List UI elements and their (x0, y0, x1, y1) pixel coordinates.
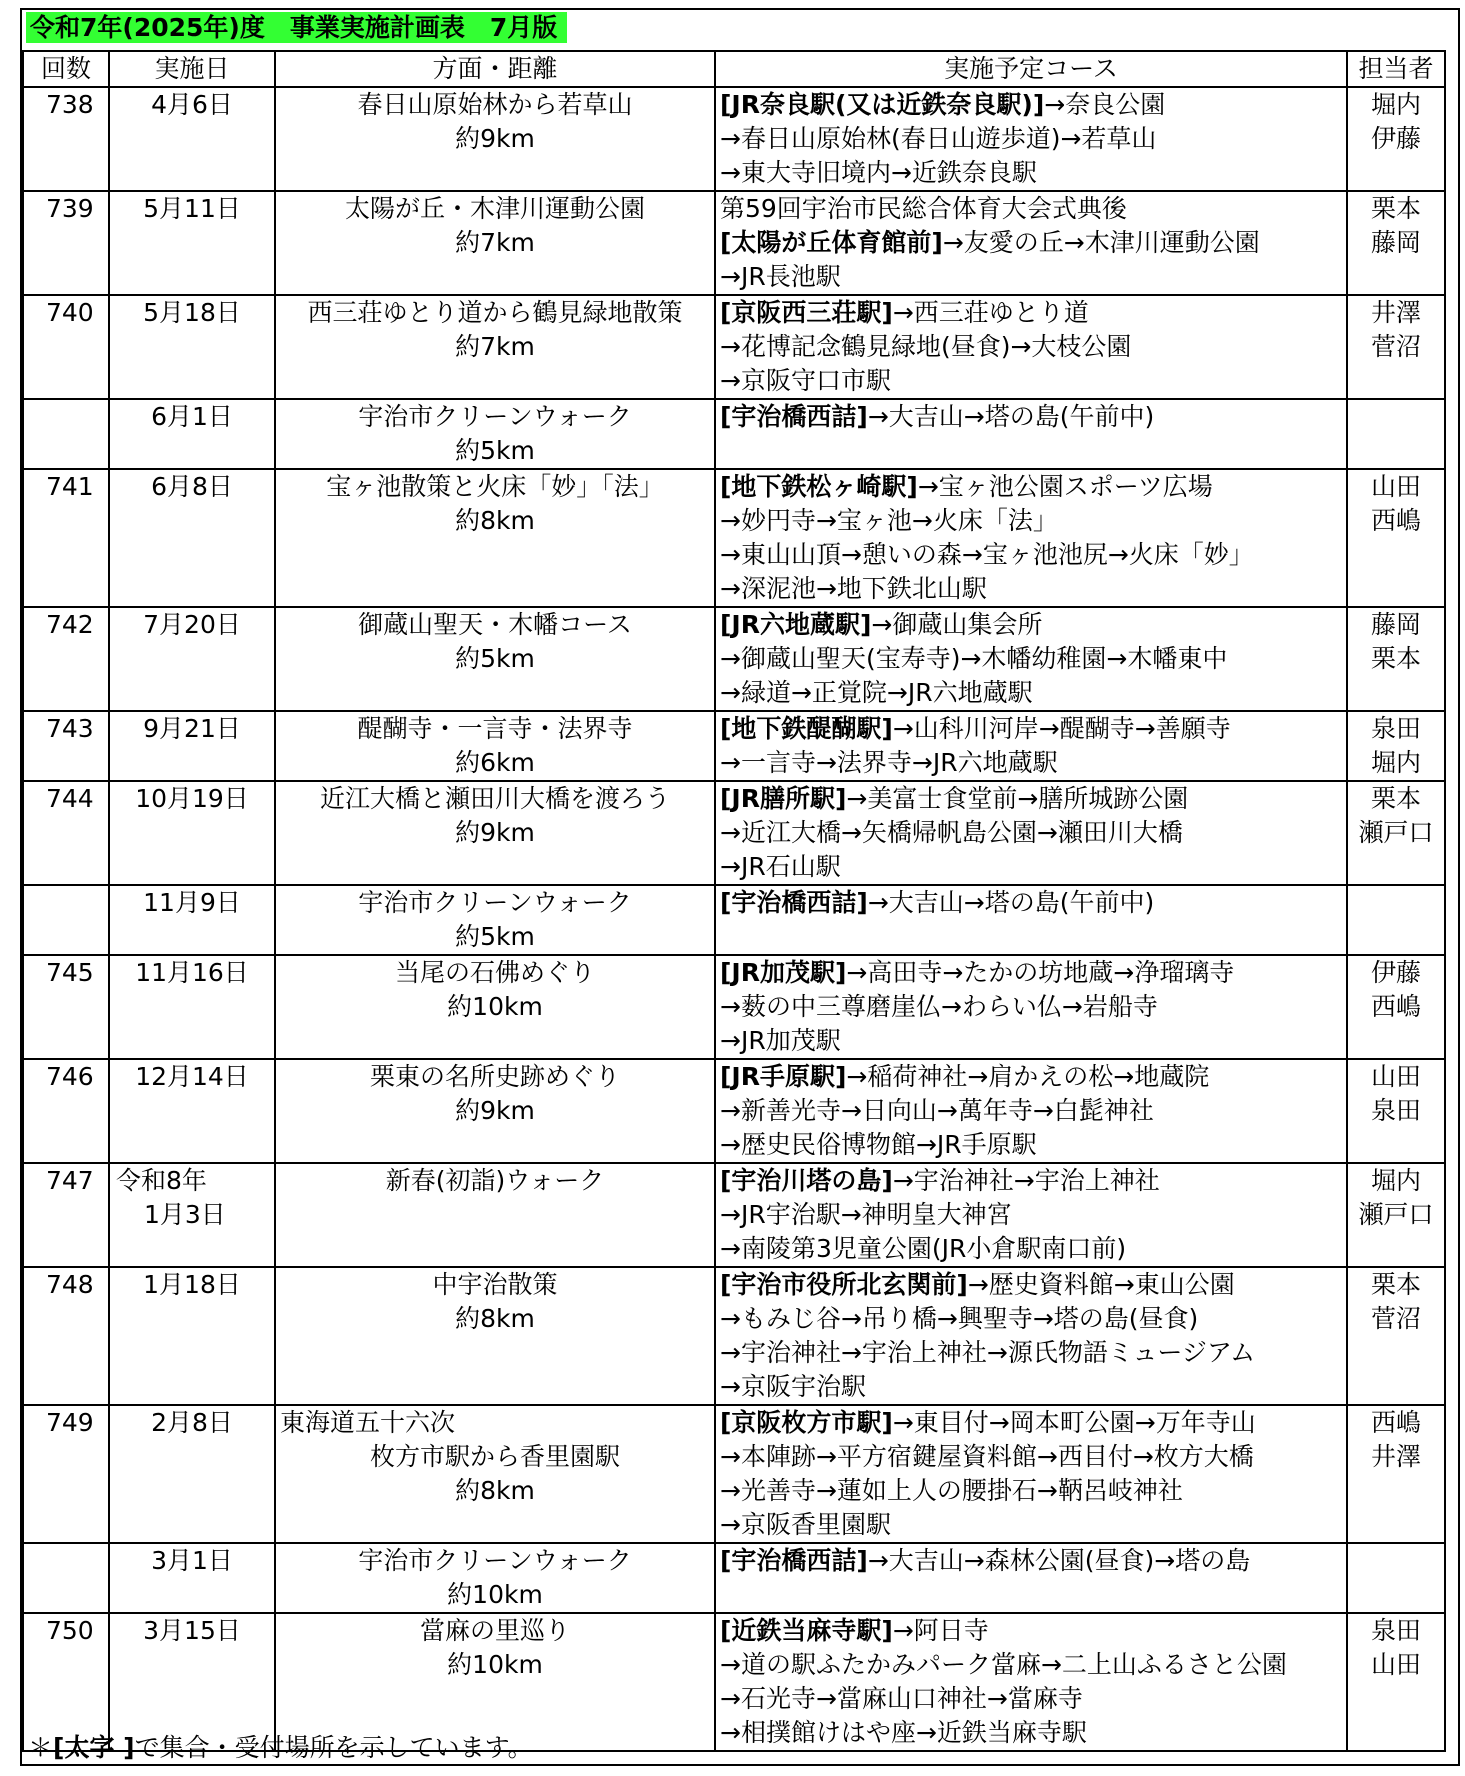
area-line: 約8km (455, 1476, 535, 1505)
course-line (720, 156, 1346, 190)
area-line: 東海道五十六次 (280, 1408, 456, 1437)
route-text: →歴史民俗博物館→JR手原駅 (720, 1130, 1037, 1159)
course-line (720, 88, 1346, 122)
route-text: →大吉山→森林公園(昼食)→塔の島 (867, 1546, 1251, 1575)
cell-num: 750 (23, 1613, 109, 1751)
course-line (720, 1164, 1346, 1198)
table-row (23, 955, 1445, 1059)
cell-num: 738 (23, 87, 109, 191)
cell-course (715, 1163, 1347, 1267)
cell-staff (1347, 87, 1445, 191)
route-text: →花博記念鶴見緑地(昼食)→大枝公園 (720, 332, 1132, 361)
meeting-point: [地下鉄松ヶ崎駅] (720, 472, 918, 501)
route-text: →東大寺旧境内→近鉄奈良駅 (720, 158, 1037, 187)
cell-course (715, 1059, 1347, 1163)
cell-date (109, 469, 275, 607)
header-cell-date: 実施日 (109, 51, 275, 87)
cell-area (275, 1405, 715, 1543)
cell-area (275, 781, 715, 885)
area-line: 太陽が丘・木津川運動公園 (344, 194, 645, 223)
schedule-body (23, 87, 1445, 1751)
date-line: 7月20日 (143, 610, 241, 639)
table-row (23, 399, 1445, 469)
staff-name: 堀内 (1370, 1166, 1421, 1195)
course-line (720, 990, 1346, 1024)
course-line (720, 1268, 1346, 1302)
area-line: 約9km (455, 1096, 535, 1125)
area-line: 約5km (455, 922, 535, 951)
cell-area (275, 191, 715, 295)
cell-num: 747 (23, 1163, 109, 1267)
meeting-point: [宇治橋西詰] (720, 888, 868, 917)
staff-name: 栗本 (1370, 644, 1421, 673)
table-row (23, 711, 1445, 781)
date-line: 9月21日 (143, 714, 241, 743)
area-line: 宇治市クリーンウォーク (358, 402, 632, 431)
staff-name: 栗本 (1370, 784, 1421, 813)
date-line: 令和8年 (116, 1166, 207, 1195)
area-line: 約5km (455, 644, 535, 673)
cell-date (109, 399, 275, 469)
date-line: 11月16日 (135, 958, 249, 987)
staff-name: 瀬戸口 (1358, 818, 1434, 847)
cell-area (275, 469, 715, 607)
area-line: 春日山原始林から若草山 (357, 90, 633, 119)
course-line (720, 572, 1346, 606)
course-line (720, 400, 1346, 434)
table-row (23, 1543, 1445, 1613)
course-line (720, 1024, 1346, 1058)
route-text: →京阪宇治駅 (720, 1372, 866, 1401)
table-row (23, 191, 1445, 295)
meeting-point: [宇治橋西詰] (720, 402, 868, 431)
course-line (720, 504, 1346, 538)
cell-num: 749 (23, 1405, 109, 1543)
cell-staff (1347, 607, 1445, 711)
cell-staff (1347, 469, 1445, 607)
cell-date (109, 1543, 275, 1613)
course-line (720, 1128, 1346, 1162)
cell-course (715, 885, 1347, 955)
area-line: 当尾の石佛めぐり (394, 958, 595, 987)
route-text: 第59回宇治市民総合体育大会式典後 (720, 194, 1127, 223)
course-line (720, 1614, 1346, 1648)
course-line (720, 1440, 1346, 1474)
cell-num: 742 (23, 607, 109, 711)
staff-name: 堀内 (1370, 748, 1421, 777)
course-line (720, 886, 1346, 920)
staff-name: 井澤 (1370, 1442, 1421, 1471)
staff-name: 西嶋 (1370, 992, 1421, 1021)
page-title: 令和7年(2025年)度 事業実施計画表 7月版 (26, 12, 567, 43)
meeting-point: [宇治橋西詰] (720, 1546, 868, 1575)
cell-area (275, 1613, 715, 1751)
route-text: →春日山原始林(春日山遊歩道)→若草山 (720, 124, 1157, 153)
staff-name: 西嶋 (1370, 1408, 1421, 1437)
cell-course (715, 607, 1347, 711)
route-text: →美富士食堂前→膳所城跡公園 (846, 784, 1189, 813)
cell-course (715, 955, 1347, 1059)
course-line (720, 330, 1346, 364)
course-line (720, 1474, 1346, 1508)
meeting-point: [宇治川塔の島] (720, 1166, 893, 1195)
cell-date (109, 1059, 275, 1163)
staff-name: 山田 (1370, 1650, 1421, 1679)
cell-area (275, 955, 715, 1059)
staff-name: 伊藤 (1370, 124, 1421, 153)
table-row (23, 607, 1445, 711)
cell-num (23, 399, 109, 469)
cell-date (109, 1613, 275, 1751)
cell-staff (1347, 885, 1445, 955)
course-line (720, 1716, 1346, 1750)
cell-staff (1347, 1543, 1445, 1613)
course-line (720, 1302, 1346, 1336)
area-line: 新春(初詣)ウォーク (385, 1166, 605, 1195)
cell-course (715, 1405, 1347, 1543)
table-row (23, 1613, 1445, 1751)
date-line: 3月1日 (151, 1546, 233, 1575)
course-line (720, 470, 1346, 504)
cell-area (275, 87, 715, 191)
date-line: 5月11日 (143, 194, 241, 223)
cell-date (109, 781, 275, 885)
route-text: →JR石山駅 (720, 852, 841, 881)
route-text: →JR加茂駅 (720, 1026, 841, 1055)
staff-name: 藤岡 (1370, 610, 1421, 639)
route-text: →近江大橋→矢橋帰帆島公園→瀬田川大橋 (720, 818, 1183, 847)
date-line: 12月14日 (135, 1062, 249, 1091)
cell-course (715, 295, 1347, 399)
date-line: 1月3日 (144, 1200, 226, 1229)
area-line: 約6km (455, 748, 535, 777)
date-line: 6月1日 (151, 402, 233, 431)
area-line: 栗東の名所史跡めぐり (369, 1062, 620, 1091)
route-text: →山科川河岸→醍醐寺→善願寺 (892, 714, 1231, 743)
area-line: 約9km (455, 124, 535, 153)
route-text: →薮の中三尊磨崖仏→わらい仏→岩船寺 (720, 992, 1158, 1021)
area-line: 約8km (455, 506, 535, 535)
cell-course (715, 1267, 1347, 1405)
cell-course (715, 781, 1347, 885)
cell-course (715, 469, 1347, 607)
area-line: 中宇治散策 (432, 1270, 558, 1299)
table-row (23, 885, 1445, 955)
date-line: 11月9日 (143, 888, 241, 917)
route-text: →光善寺→蓮如上人の腰掛石→鞆呂岐神社 (720, 1476, 1183, 1505)
course-line (720, 1544, 1346, 1578)
meeting-point: [JR膳所駅] (720, 784, 847, 813)
route-text: →JR宇治駅→神明皇大神宮 (720, 1200, 1012, 1229)
area-line: 宇治市クリーンウォーク (358, 1546, 632, 1575)
cell-staff (1347, 711, 1445, 781)
course-line (720, 956, 1346, 990)
cell-staff (1347, 295, 1445, 399)
course-line (720, 712, 1346, 746)
date-line: 2月8日 (151, 1408, 233, 1437)
staff-name: 泉田 (1370, 714, 1421, 743)
schedule-table (22, 50, 1446, 1752)
cell-staff (1347, 955, 1445, 1059)
area-line: 約7km (455, 332, 535, 361)
course-line (720, 1682, 1346, 1716)
area-line: 約5km (455, 436, 535, 465)
meeting-point: [太陽が丘体育館前] (720, 228, 943, 257)
cell-staff (1347, 1059, 1445, 1163)
course-line (720, 850, 1346, 884)
staff-name: 菅沼 (1370, 1304, 1421, 1333)
route-text: →相撲館けはや座→近鉄当麻寺駅 (720, 1718, 1087, 1747)
staff-name: 堀内 (1370, 90, 1421, 119)
cell-staff (1347, 399, 1445, 469)
table-row (23, 781, 1445, 885)
cell-staff (1347, 1163, 1445, 1267)
course-line (720, 122, 1346, 156)
route-text: →新善光寺→日向山→萬年寺→白髭神社 (720, 1096, 1154, 1125)
course-line (720, 1336, 1346, 1370)
route-text: →西三荘ゆとり道 (892, 298, 1089, 327)
meeting-point: [宇治市役所北玄関前] (720, 1270, 968, 1299)
cell-staff (1347, 191, 1445, 295)
area-line: 西三荘ゆとり道から鶴見緑地散策 (307, 298, 683, 327)
staff-name: 泉田 (1370, 1096, 1421, 1125)
cell-num: 744 (23, 781, 109, 885)
cell-area (275, 885, 715, 955)
route-text: →宇治神社→宇治上神社→源氏物語ミュージアム (720, 1338, 1256, 1367)
table-row (23, 87, 1445, 191)
cell-staff (1347, 1613, 1445, 1751)
meeting-point: [京阪枚方市駅] (720, 1408, 893, 1437)
course-line (720, 816, 1346, 850)
cell-course (715, 87, 1347, 191)
staff-name: 山田 (1370, 1062, 1421, 1091)
course-line (720, 642, 1346, 676)
course-line (720, 782, 1346, 816)
cell-date (109, 955, 275, 1059)
cell-area (275, 399, 715, 469)
cell-num: 739 (23, 191, 109, 295)
route-text: →緑道→正覚院→JR六地蔵駅 (720, 678, 1033, 707)
route-text: →東目付→岡本町公園→万年寺山 (892, 1408, 1256, 1437)
header-cell-course: 実施予定コース (715, 51, 1347, 87)
cell-date (109, 1405, 275, 1543)
table-row (23, 469, 1445, 607)
route-text: →稲荷神社→肩かえの松→地蔵院 (846, 1062, 1210, 1091)
date-line: 6月8日 (151, 472, 233, 501)
cell-num (23, 1543, 109, 1613)
area-line: 約10km (447, 1580, 543, 1609)
cell-course (715, 399, 1347, 469)
cell-num: 748 (23, 1267, 109, 1405)
cell-date (109, 885, 275, 955)
area-line: 枚方市駅から香里園駅 (369, 1442, 620, 1471)
table-row (23, 1405, 1445, 1543)
route-text: →歴史資料館→東山公園 (967, 1270, 1235, 1299)
meeting-point: [地下鉄醍醐駅] (720, 714, 893, 743)
route-text: →妙円寺→宝ヶ池→火床「法」 (720, 506, 1058, 535)
course-line (720, 1648, 1346, 1682)
route-text: →京阪香里園駅 (720, 1510, 891, 1539)
course-line (720, 1060, 1346, 1094)
area-line: 醍醐寺・一言寺・法界寺 (357, 714, 633, 743)
cell-num: 746 (23, 1059, 109, 1163)
staff-name: 瀬戸口 (1358, 1200, 1434, 1229)
cell-date (109, 607, 275, 711)
course-line (720, 746, 1346, 780)
cell-course (715, 711, 1347, 781)
route-text: →御蔵山集会所 (871, 610, 1043, 639)
area-line: 約10km (447, 992, 543, 1021)
cell-num: 743 (23, 711, 109, 781)
route-text: →石光寺→當麻山口神社→當麻寺 (720, 1684, 1083, 1713)
area-line: 宝ヶ池散策と火床「妙」「法」 (326, 472, 664, 501)
header-cell-area: 方面・距離 (275, 51, 715, 87)
date-line: 3月15日 (143, 1616, 241, 1645)
cell-staff (1347, 781, 1445, 885)
staff-name: 井澤 (1370, 298, 1421, 327)
staff-name: 栗本 (1370, 1270, 1421, 1299)
table-row (23, 295, 1445, 399)
date-line: 1月18日 (143, 1270, 241, 1299)
route-text: →道の駅ふたかみパーク當麻→二上山ふるさと公園 (720, 1650, 1287, 1679)
course-line (720, 1508, 1346, 1542)
cell-date (109, 1267, 275, 1405)
cell-course (715, 1613, 1347, 1751)
cell-area (275, 711, 715, 781)
meeting-point: [JR手原駅] (720, 1062, 847, 1091)
cell-area (275, 1163, 715, 1267)
area-line: 約8km (455, 1304, 535, 1333)
route-text: →高田寺→たかの坊地蔵→浄瑠璃寺 (846, 958, 1235, 987)
date-line: 5月18日 (143, 298, 241, 327)
header-cell-staff: 担当者 (1347, 51, 1445, 87)
course-line (720, 1406, 1346, 1440)
cell-num (23, 885, 109, 955)
area-line: 御蔵山聖天・木幡コース (358, 610, 632, 639)
footnote-bold: [太字 ] (53, 1733, 135, 1762)
cell-area (275, 1543, 715, 1613)
course-line (720, 1232, 1346, 1266)
course-line (720, 538, 1346, 572)
route-text: →本陣跡→平方宿鍵屋資料館→西目付→枚方大橋 (720, 1442, 1254, 1471)
course-line (720, 1198, 1346, 1232)
route-text: →御蔵山聖天(宝寿寺)→木幡幼稚園→木幡東中 (720, 644, 1228, 673)
date-line: 10月19日 (135, 784, 249, 813)
cell-area (275, 607, 715, 711)
route-text: →京阪守口市駅 (720, 366, 891, 395)
route-text: →南陵第3児童公園(JR小倉駅南口前) (720, 1234, 1127, 1263)
area-line: 近江大橋と瀬田川大橋を渡ろう (319, 784, 670, 813)
route-text: →友愛の丘→木津川運動公園 (942, 228, 1260, 257)
staff-name: 伊藤 (1370, 958, 1421, 987)
cell-course (715, 1543, 1347, 1613)
table-row (23, 1059, 1445, 1163)
meeting-point: [近鉄当麻寺駅] (720, 1616, 893, 1645)
staff-name: 山田 (1370, 472, 1421, 501)
staff-name: 西嶋 (1370, 506, 1421, 535)
staff-name: 藤岡 (1370, 228, 1421, 257)
route-text: →JR長池駅 (720, 262, 841, 291)
footnote (28, 1732, 533, 1764)
cell-staff (1347, 1405, 1445, 1543)
table-row (23, 1163, 1445, 1267)
cell-date (109, 295, 275, 399)
route-text: →阿日寺 (892, 1616, 989, 1645)
meeting-point: [京阪西三荘駅] (720, 298, 893, 327)
route-text: →もみじ谷→吊り橋→興聖寺→塔の島(昼食) (720, 1304, 1199, 1333)
header-cell-num: 回数 (23, 51, 109, 87)
cell-area (275, 1267, 715, 1405)
route-text: →一言寺→法界寺→JR六地蔵駅 (720, 748, 1058, 777)
route-text: →大吉山→塔の島(午前中) (867, 888, 1155, 917)
cell-num: 741 (23, 469, 109, 607)
cell-num: 745 (23, 955, 109, 1059)
course-line (720, 676, 1346, 710)
course-line (720, 226, 1346, 260)
route-text: →宇治神社→宇治上神社 (892, 1166, 1160, 1195)
footnote-prefix: ＊ (28, 1733, 54, 1762)
table-row (23, 1267, 1445, 1405)
cell-date (109, 87, 275, 191)
course-line (720, 192, 1346, 226)
meeting-point: [JR六地蔵駅] (720, 610, 872, 639)
course-line (720, 296, 1346, 330)
header-row (23, 51, 1445, 87)
area-line: 宇治市クリーンウォーク (358, 888, 632, 917)
course-line (720, 608, 1346, 642)
course-line (720, 1370, 1346, 1404)
cell-area (275, 295, 715, 399)
route-text: →深泥池→地下鉄北山駅 (720, 574, 987, 603)
cell-course (715, 191, 1347, 295)
course-line (720, 364, 1346, 398)
cell-area (275, 1059, 715, 1163)
staff-name: 栗本 (1370, 194, 1421, 223)
staff-name: 菅沼 (1370, 332, 1421, 361)
cell-num: 740 (23, 295, 109, 399)
route-text: →宝ヶ池公園スポーツ広場 (917, 472, 1213, 501)
route-text: →奈良公園 (1044, 90, 1166, 119)
meeting-point: [JR奈良駅(又は近鉄奈良駅)] (720, 90, 1045, 119)
cell-staff (1347, 1267, 1445, 1405)
route-text: →東山山頂→憩いの森→宝ヶ池池尻→火床「妙」 (720, 540, 1254, 569)
staff-name: 泉田 (1370, 1616, 1421, 1645)
area-line: 約10km (447, 1650, 543, 1679)
area-line: 當麻の里巡り (419, 1616, 570, 1645)
date-line: 4月6日 (151, 90, 233, 119)
meeting-point: [JR加茂駅] (720, 958, 847, 987)
cell-date (109, 191, 275, 295)
area-line: 約9km (455, 818, 535, 847)
cell-date (109, 711, 275, 781)
area-line: 約7km (455, 228, 535, 257)
route-text: →大吉山→塔の島(午前中) (867, 402, 1155, 431)
cell-date (109, 1163, 275, 1267)
footnote-text: で集合・受付場所を示しています。 (134, 1733, 533, 1762)
course-line (720, 260, 1346, 294)
course-line (720, 1094, 1346, 1128)
